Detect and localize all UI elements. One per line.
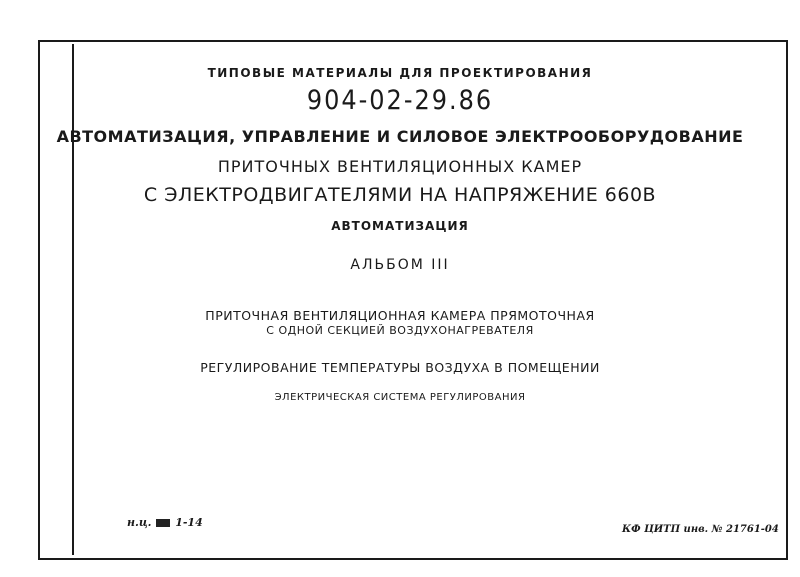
title-line-2: ПРИТОЧНЫХ ВЕНТИЛЯЦИОННЫХ КАМЕР [217,157,583,176]
series-heading: ТИПОВЫЕ МАТЕРИАЛЫ ДЛЯ ПРОЕКТИРОВАНИЯ [207,66,593,80]
handwritten-inventory-note [127,516,203,529]
title-line-1: АВТОМАТИЗАЦИЯ, УПРАВЛЕНИЕ И СИЛОВОЕ ЭЛЕКТРООБОРУДОВАНИЕ [56,127,744,146]
system-title: ЭЛЕКТРИЧЕСКАЯ СИСТЕМА РЕГУЛИРОВАНИЯ [274,392,526,403]
inner-frame [72,44,784,555]
ink-blot [156,519,170,527]
album-number: АЛЬБОМ III [350,257,450,273]
regulation-title: РЕГУЛИРОВАНИЕ ТЕМПЕРАТУРЫ ВОЗДУХА В ПОМЕЩЕНИИ [200,360,600,375]
handwritten-archive-number: КФ ЦИТП инв. № 21761-04 [622,524,779,535]
document-code: 904-02-29.86 [306,84,494,116]
handwritten-note-prefix: н.ц. [127,516,152,529]
description-line-2: С ОДНОЙ СЕКЦИЕЙ ВОЗДУХОНАГРЕВАТЕЛЯ [266,324,534,337]
part-title: АВТОМАТИЗАЦИЯ [331,219,469,233]
handwritten-note-suffix: 1-14 [175,516,203,529]
title-line-3: С ЭЛЕКТРОДВИГАТЕЛЯМИ НА НАПРЯЖЕНИЕ 660В [143,184,657,206]
description-line-1: ПРИТОЧНАЯ ВЕНТИЛЯЦИОННАЯ КАМЕРА ПРЯМОТОЧНАЯ [205,308,595,323]
